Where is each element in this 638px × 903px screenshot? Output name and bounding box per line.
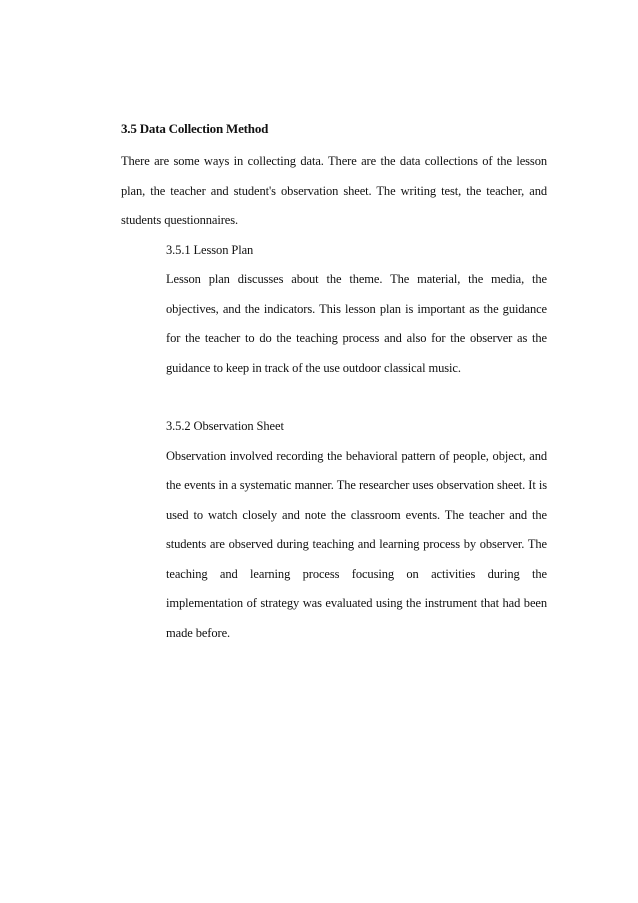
subsection-paragraph: Lesson plan discusses about the theme. The material, the media, the objectives, and the indicators. This lesson plan is important as the guidance for the teacher to do the teaching process and also for the observer as the guidance to keep in track of the use outdoor classical music. [166,272,547,375]
section-intro-paragraph: There are some ways in collecting data. There are the data collections of the lesson plan, the teacher and student's observation sheet. The writing test, the teacher, and students questionnaires. [121,154,547,227]
page-content [121,118,547,648]
subsection-paragraph: Observation involved recording the behavioral pattern of people, object, and the events in a systematic manner. The researcher uses observation sheet. It is used to watch closely and note the classroom events. The teacher and the students are observed during teaching and learning process by observer. The teaching and learning process focusing on activities during the implementation of strategy was evaluated using the instrument that had been made before. [166,448,547,640]
section-heading: 3.5 Data Collection Method [121,121,269,136]
subsection-lesson-plan [166,236,547,384]
subsection-observation-sheet [166,412,547,648]
section-spacer [121,383,547,412]
subsection-heading: 3.5.2 Observation Sheet [166,419,284,433]
subsection-heading: 3.5.1 Lesson Plan [166,242,254,257]
